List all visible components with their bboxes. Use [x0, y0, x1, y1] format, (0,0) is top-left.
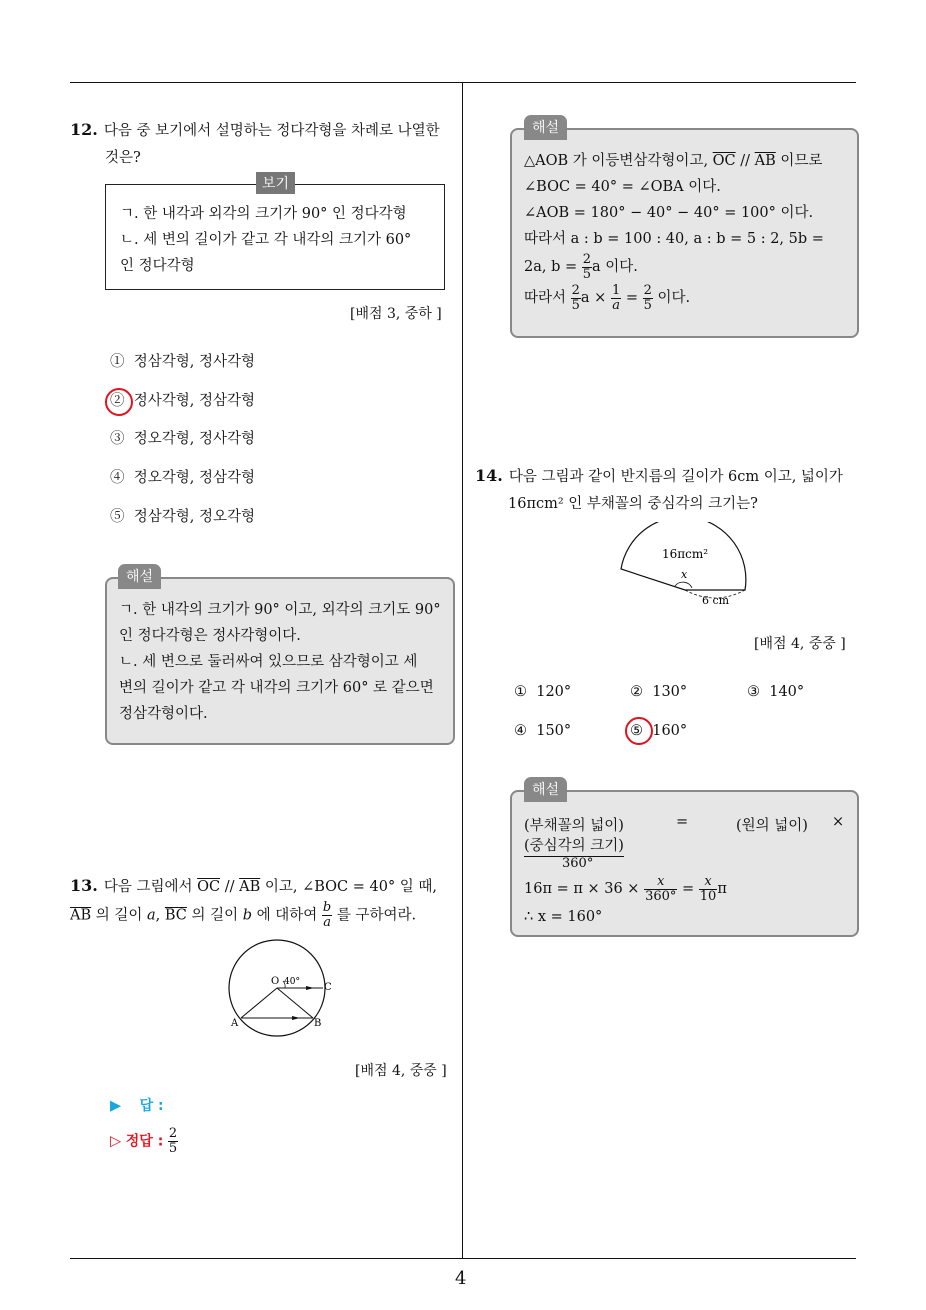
choice-text: 정사각형, 정삼각형 [133, 393, 255, 409]
q14-choice-3[interactable] [747, 682, 804, 702]
q13-sol-line-5 [524, 252, 849, 282]
q13-sol-line-1 [524, 148, 849, 174]
label-a: A [231, 1018, 239, 1029]
q14-choice-1[interactable] [514, 682, 571, 702]
q14-sector-figure [612, 522, 757, 612]
q13-stem [70, 872, 462, 930]
q12-sol-line-2: 인 정다각형은 정사각형이다. [119, 628, 301, 644]
bottom-rule [70, 1258, 856, 1259]
segment-oc: $\overline{OC}$ [712, 153, 736, 169]
q12-choice-4[interactable] [110, 468, 255, 488]
q12-sol-line-4: 변의 길이가 같고 각 내각의 크기가 60° 로 같으면 [119, 680, 434, 696]
q14-choice-4[interactable] [514, 721, 571, 741]
q12-choice-5[interactable] [110, 507, 255, 527]
q14-solution-label: 해설 [524, 777, 567, 802]
q14-answer-mark-circle [625, 717, 653, 745]
fraction [643, 284, 653, 313]
choice-num: ④ [110, 470, 125, 486]
fraction [699, 875, 718, 904]
label-angle: 40° [284, 977, 300, 987]
q13-text: 의 길이 [191, 907, 239, 924]
frac-num: x [644, 875, 677, 890]
frac-num: x [699, 875, 718, 890]
parallel-symbol: // [220, 879, 240, 895]
bogi-line-1: ㄱ. 한 내각과 외각의 크기가 90° 인 정다각형 [120, 206, 407, 222]
sol-text: △AOB 가 이등변삼각형이고, [524, 153, 709, 169]
q14-choice-2[interactable] [630, 682, 687, 702]
var-b: b [242, 907, 253, 924]
q13-text: 의 길이 [95, 907, 143, 924]
choice-num: ④ [514, 723, 527, 739]
frac-den: 5 [168, 1141, 178, 1156]
segment-ab: $\overline{AB}$ [239, 879, 261, 895]
parallel-arrow-ab [292, 1016, 300, 1020]
q12-score: [배점 3, 중하 ] [350, 306, 442, 322]
fraction [644, 875, 677, 904]
frac-num: 2 [168, 1126, 178, 1141]
column-divider [462, 82, 463, 1258]
q12-sol-line-3: ㄴ. 세 변으로 둘러싸여 있으므로 삼각형이고 세 [119, 654, 418, 670]
label-radius: 6 cm [702, 594, 730, 607]
frac-num: (중심각의 크기) [524, 834, 624, 857]
q13-answer-row [110, 1095, 164, 1115]
frac-den: 360° [562, 856, 594, 871]
choice-text: 정오각형, 정사각형 [133, 431, 255, 447]
var-a: a [147, 907, 156, 924]
q12-stem [70, 116, 460, 172]
bogi-line-2: ㄴ. 세 변의 길이가 같고 각 내각의 크기가 60° [120, 232, 412, 248]
choice-num: ⑤ [110, 509, 125, 525]
q14-sol-fraction [524, 834, 849, 874]
choice-num: ③ [110, 431, 125, 447]
parallel-symbol: // [735, 153, 755, 169]
q12-text-line2: 것은? [105, 150, 141, 166]
segment-oa-line [241, 988, 277, 1018]
frac-num: 2 [643, 282, 652, 298]
q13-circle-figure [222, 938, 332, 1038]
choice-num: ② [630, 684, 643, 700]
choice-num: ⑤ [630, 723, 643, 739]
choice-text: 160° [652, 723, 688, 739]
frac-num: 2 [582, 251, 592, 267]
q12-solution-label: 해설 [118, 564, 161, 589]
sol-text: π [717, 881, 727, 897]
q13-sol-line-3: ∠AOB = 180° − 40° − 40° = 100° 이다. [524, 205, 814, 221]
segment-ob-line [277, 988, 313, 1018]
q13-text: 이고, ∠BOC = 40° 일 때, [264, 879, 438, 895]
sol-text: = [625, 290, 638, 306]
q14-sol-line-1 [524, 810, 849, 834]
fraction [571, 284, 581, 313]
q13-text: 에 대하여 [256, 907, 318, 924]
sol-text: = [682, 881, 695, 897]
choice-text: 정삼각형, 정오각형 [133, 509, 255, 525]
q13-sol-line-4: 따라서 a : b = 100 : 40, a : b = 5 : 2, 5b = [524, 231, 824, 247]
q12-solution-box [105, 577, 455, 745]
q13-score: [배점 4, 중중 ] [355, 1063, 447, 1079]
frac-num: 1 [611, 282, 621, 298]
label-area: 16πcm² [662, 547, 709, 561]
key-fraction [168, 1127, 178, 1156]
choice-text: 정오각형, 정삼각형 [133, 470, 255, 486]
label-o: O [271, 976, 280, 987]
choice-text: 150° [536, 723, 572, 739]
frac-den: 5 [571, 297, 580, 313]
frac-den: 5 [643, 297, 652, 313]
sol-text: a × [580, 290, 607, 306]
label-x: x [681, 568, 688, 581]
q13-key-row [110, 1127, 178, 1156]
q13-number: 13. [70, 876, 98, 895]
choice-num: ③ [747, 684, 760, 700]
q12-bogi-box [105, 184, 445, 290]
q14-sol-line-4: ∴ x = 160° [524, 909, 603, 925]
frac-den: a [612, 297, 620, 313]
sol-text: × [832, 814, 845, 830]
top-rule [70, 82, 856, 83]
segment-ab: $\overline{AB}$ [754, 153, 776, 169]
q13-solution-label: 해설 [524, 115, 567, 140]
answer-label: 답 : [139, 1098, 164, 1114]
arc-ab: $\overline{AB}$ [70, 907, 92, 924]
frac-num: 2 [571, 282, 580, 298]
q13-text: 다음 그림에서 [103, 879, 193, 895]
q13-solution-box [510, 128, 859, 338]
q12-sol-line-5: 정삼각형이다. [119, 706, 208, 722]
sol-text: (원의 넓이) [736, 818, 808, 834]
bogi-line-3: 인 정다각형 [120, 258, 195, 274]
sol-text: (부채꼴의 넓이) [524, 818, 624, 834]
q13-sol-line-6 [524, 282, 849, 314]
choice-text: 120° [536, 684, 572, 700]
label-b: B [314, 1018, 322, 1029]
q12-answer-mark-circle [105, 388, 133, 416]
sol-text: a 이다. [592, 259, 638, 275]
parallel-arrow-oc [306, 986, 314, 990]
q14-stem [475, 462, 865, 518]
frac-den: 360° [645, 888, 677, 904]
q12-choice-1[interactable] [110, 352, 255, 372]
q14-text-line2: 16πcm² 인 부채꼴의 중심각의 크기는? [508, 496, 758, 512]
segment-oc: $\overline{OC}$ [197, 879, 221, 895]
page-number: 4 [455, 1268, 467, 1289]
q12-choice-3[interactable] [110, 429, 255, 449]
sol-text: 이므로 [775, 153, 823, 169]
choice-num: ② [110, 393, 125, 409]
sol-text: 16π = π × 36 × [524, 881, 640, 897]
choice-num: ① [110, 354, 125, 370]
sol-text: = [676, 814, 689, 830]
fraction [582, 253, 592, 282]
fraction-b-over-a [322, 901, 332, 930]
frac-den: a [323, 915, 331, 930]
frac-den: 5 [582, 266, 592, 282]
arc-bc: $\overline{BC}$ [164, 907, 187, 924]
frac-den: 10 [699, 888, 717, 904]
sol-text: 이다. [652, 290, 691, 306]
choice-text: 140° [769, 684, 805, 700]
fraction [611, 284, 621, 313]
key-arrow-icon: ▷ [110, 1133, 122, 1150]
q14-score: [배점 4, 중중 ] [754, 636, 846, 652]
label-c: C [324, 982, 332, 993]
q14-number: 14. [475, 466, 503, 485]
frac-num: b [322, 900, 332, 915]
q12-text-line1: 다음 중 보기에서 설명하는 정다각형을 차례로 나열한 [103, 123, 440, 139]
q13-sol-line-2: ∠BOC = 40° = ∠OBA 이다. [524, 179, 721, 195]
q12-sol-line-1: ㄱ. 한 내각의 크기가 90° 이고, 외각의 크기도 90° [119, 602, 441, 618]
q14-sol-line-3 [524, 874, 849, 904]
choice-text: 130° [652, 684, 688, 700]
q13-comma: , [155, 907, 161, 924]
q13-text: 를 구하여라. [336, 907, 417, 924]
sol-text: 2a, b = [524, 259, 578, 275]
answer-arrow-icon: ▶ [110, 1098, 122, 1114]
key-label: 정답 : [125, 1133, 164, 1150]
q12-bogi-title: 보기 [256, 172, 295, 194]
choice-num: ① [514, 684, 527, 700]
q12-number: 12. [70, 120, 98, 139]
sol-text: 따라서 [524, 290, 567, 306]
q14-text-line1: 다음 그림과 같이 반지름의 길이가 6cm 이고, 넓이가 [508, 469, 843, 485]
q14-solution-box [510, 790, 859, 937]
choice-text: 정삼각형, 정사각형 [133, 354, 255, 370]
